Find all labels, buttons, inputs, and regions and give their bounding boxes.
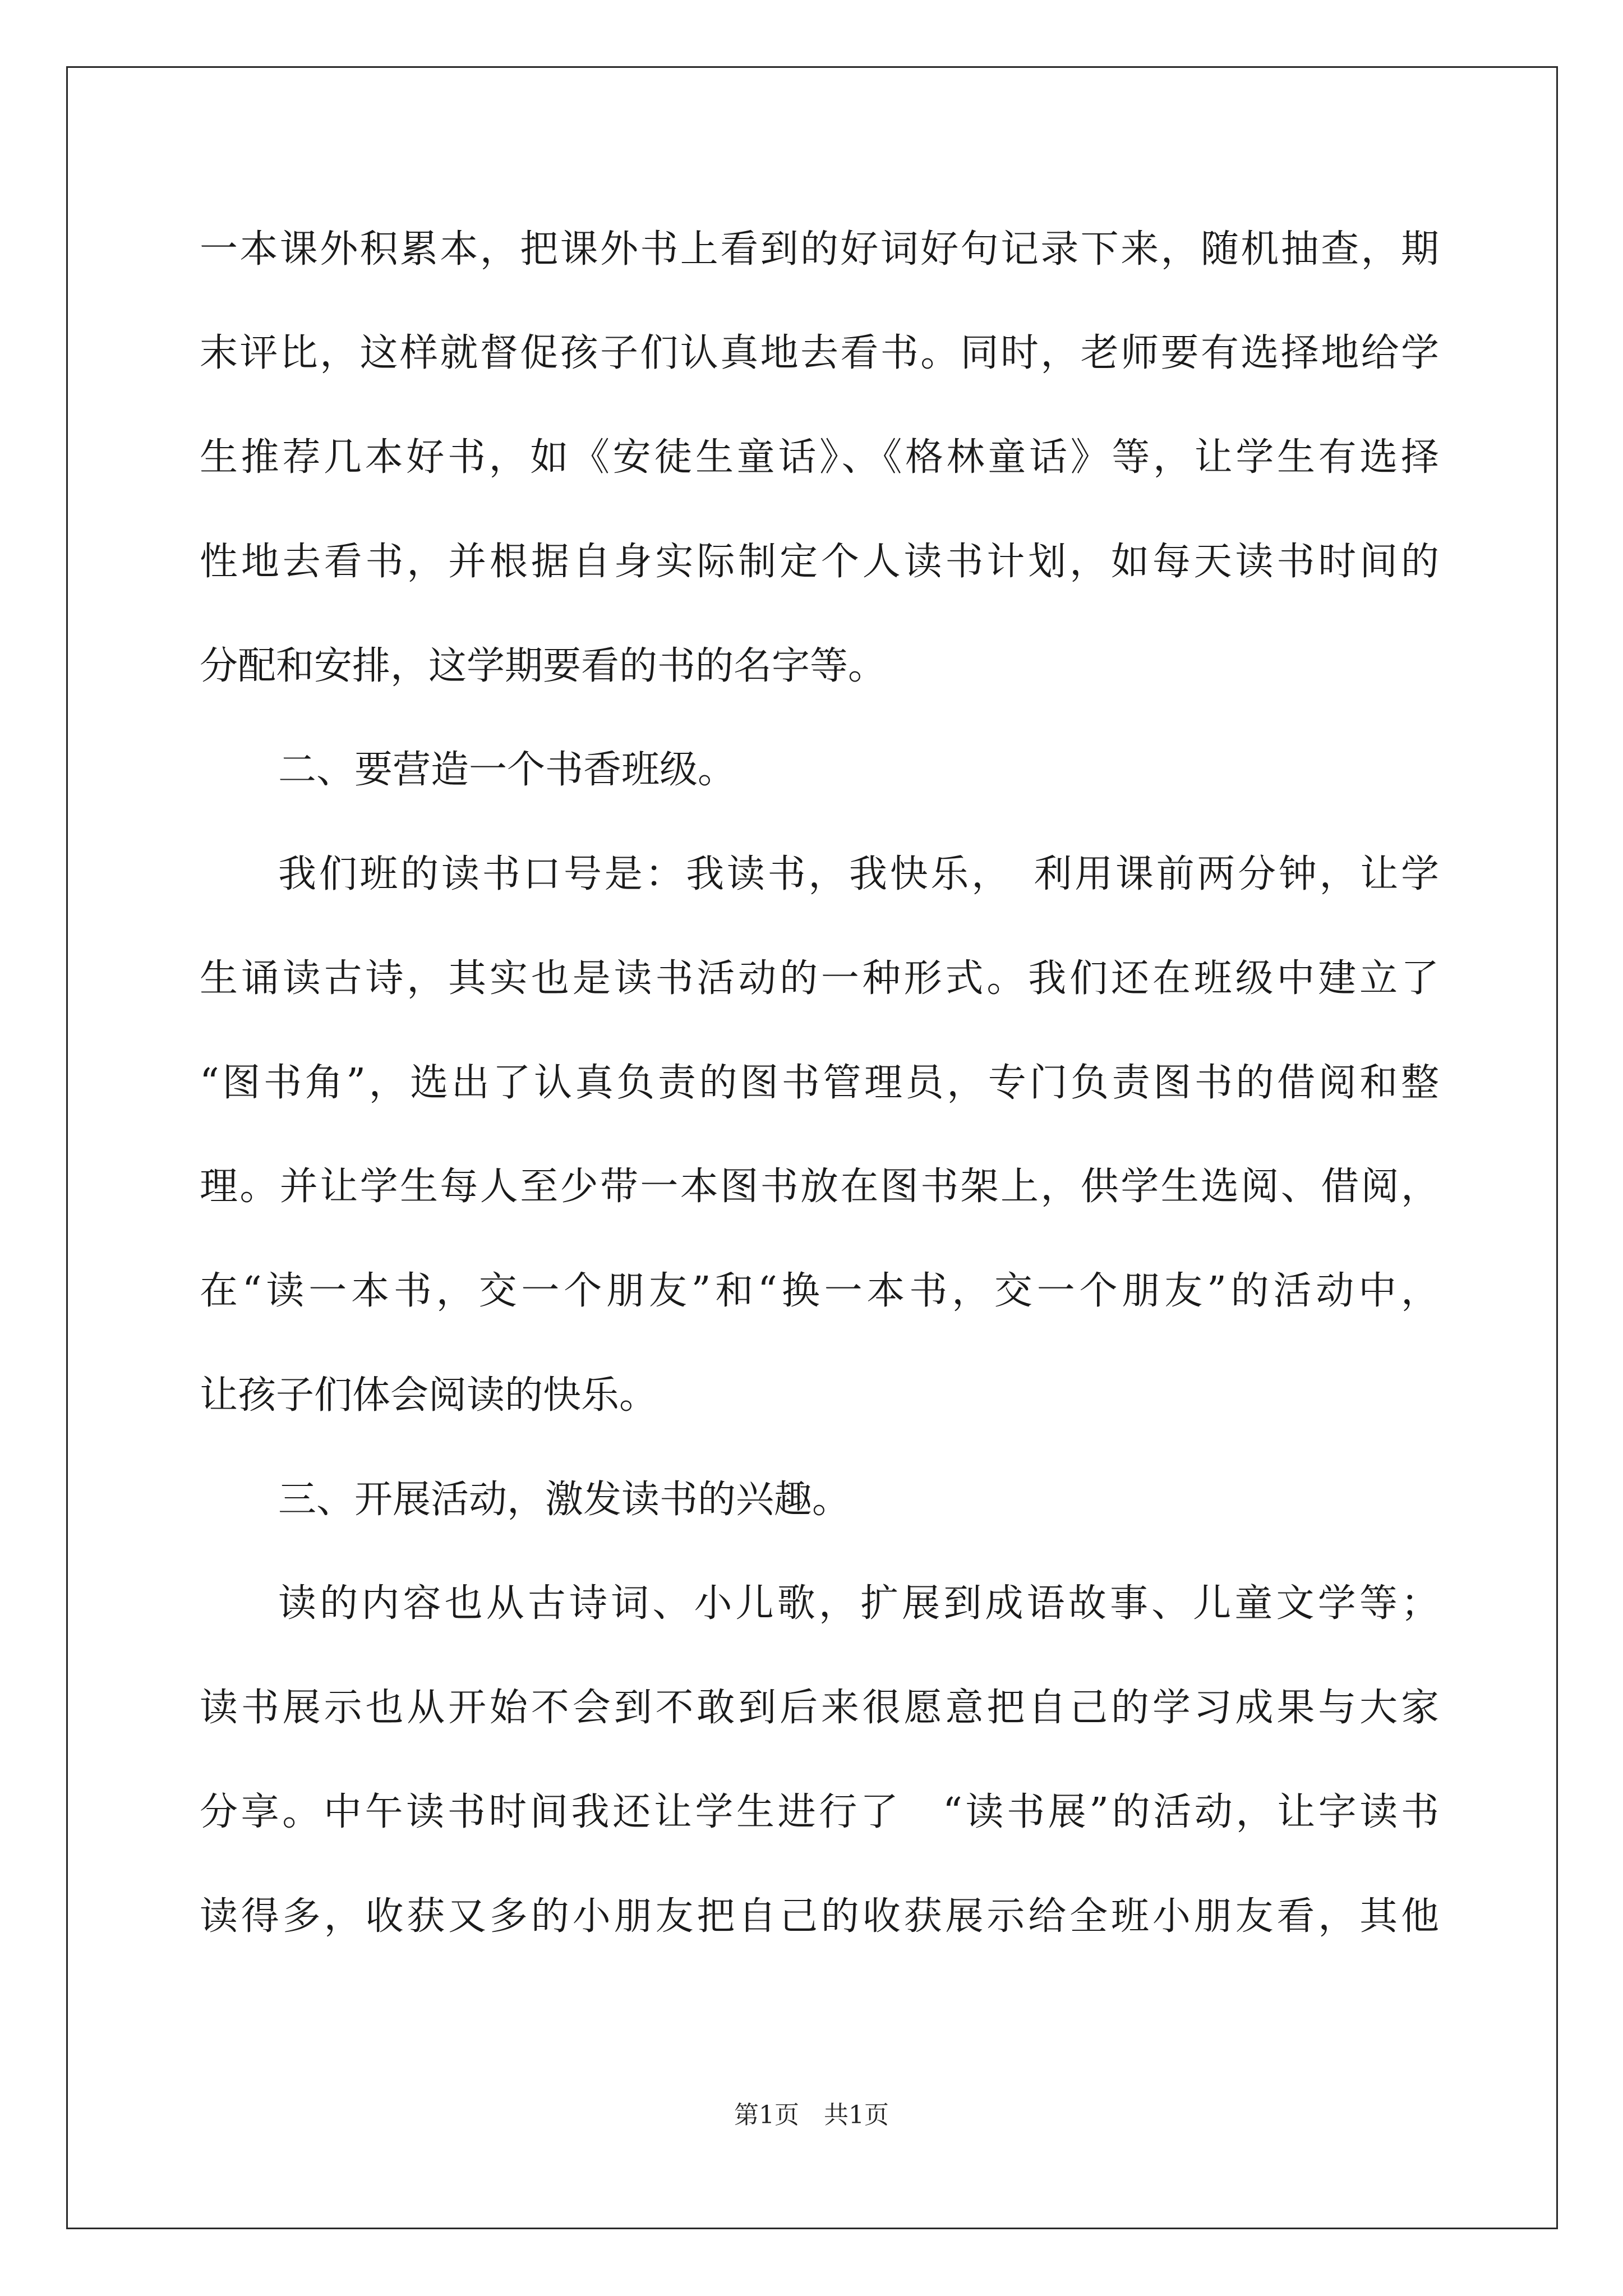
paragraph-line: 生推荐几本好书，如《安徒生童话》、《格林童话》等，让学生有选择 bbox=[200, 435, 1439, 480]
paragraph-line: 读书展示也从开始不会到不敢到后来很愿意把自己的学习成果与大家 bbox=[200, 1686, 1439, 1730]
paragraph-line: 读得多，收获又多的小朋友把自己的收获展示给全班小朋友看，其他 bbox=[200, 1894, 1439, 1939]
paragraph-line: 我们班的读书口号是：我读书，我快乐， 利用课前两分钟，让学 bbox=[278, 852, 1439, 896]
paragraph-line: 让孩子们体会阅读的快乐。 bbox=[200, 1373, 658, 1418]
page-number-footer: 第1页 共1页 bbox=[734, 2101, 889, 2129]
paragraph-line: 末评比，这样就督促孩子们认真地去看书。同时，老师要有选择地给学 bbox=[200, 331, 1439, 375]
paragraph-line: 一本课外积累本，把课外书上看到的好词好句记录下来，随机抽查，期 bbox=[200, 227, 1439, 272]
paragraph-line: 生诵读古诗，其实也是读书活动的一种形式。我们还在班级中建立了 bbox=[200, 956, 1439, 1001]
paragraph-line: 读的内容也从古诗词、小儿歌，扩展到成语故事、儿童文学等； bbox=[278, 1581, 1439, 1626]
paragraph-line: 性地去看书，并根据自身实际制定个人读书计划，如每天读书时间的 bbox=[200, 540, 1439, 584]
paragraph-line: 理。并让学生每人至少带一本图书放在图书架上，供学生选阅、借阅， bbox=[200, 1165, 1439, 1209]
section-heading: 三、开展活动，激发读书的兴趣。 bbox=[278, 1478, 851, 1522]
section-heading: 二、要营造一个书香班级。 bbox=[278, 748, 736, 792]
paragraph-line: 分享。中午读书时间我还让学生进行了 “读书展”的活动，让字读书 bbox=[200, 1790, 1439, 1834]
paragraph-line: “图书角”，选出了认真负责的图书管理员，专门负责图书的借阅和整 bbox=[200, 1061, 1439, 1105]
paragraph-line: 分配和安排，这学期要看的书的名字等。 bbox=[200, 644, 887, 688]
paragraph-line: 在“读一本书，交一个朋友”和“换一本书，交一个朋友”的活动中， bbox=[200, 1269, 1439, 1313]
